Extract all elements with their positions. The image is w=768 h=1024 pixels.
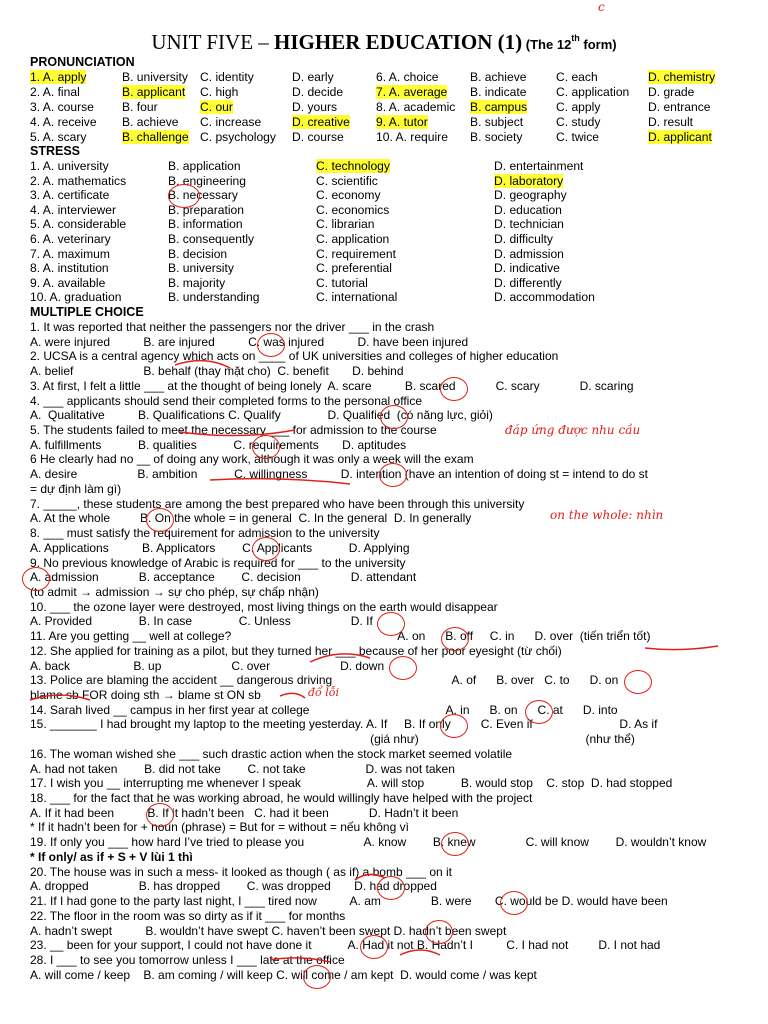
- option-9-c: C. study: [556, 115, 601, 129]
- option-7-c: C. application: [556, 85, 630, 99]
- mc-line: 7. _____, these students are among the best prepared who have been through this university: [30, 496, 525, 511]
- mc-line: 5. The students failed to meet the necessary ___ for admission to the course: [30, 423, 437, 438]
- stress-1-option-b: B. application: [168, 159, 241, 173]
- stress-6-option-b: B. consequently: [168, 232, 255, 246]
- stress-3-option-b: B. necessary: [168, 188, 238, 203]
- option-5-a: 5. A. scary: [30, 130, 87, 144]
- mc-line: 11. Are you getting __ well at college? A. on B. off C. in D. over (tiến triển tốt): [30, 629, 651, 644]
- mc-line: 12. She applied for training as a pilot, but they turned her ___ because of her poor eyesight (từ chối): [30, 643, 562, 658]
- stress-1-option-c: C. technology: [316, 159, 390, 173]
- stress-1-option-d: D. entertainment: [494, 159, 584, 173]
- option-6-a: 6. A. choice: [376, 70, 439, 84]
- stress-5-option-a: 5. A. considerable: [30, 217, 127, 232]
- stress-2-option-a: 2. A. mathematics: [30, 173, 127, 188]
- stress-10-option-c: C. international: [316, 290, 398, 305]
- option-4-a: 4. A. receive: [30, 115, 97, 129]
- option-9-d: D. result: [648, 115, 694, 129]
- option-3-a: 3. A. course: [30, 100, 94, 114]
- stress-5-option-c: C. librarian: [316, 217, 375, 232]
- mc-line: A. had not taken B. did not take C. not take D. was not taken: [30, 761, 455, 776]
- mc-line: 16. The woman wished she ___ such drastic action when the stock market seemed volatile: [30, 746, 513, 761]
- stress-3-option-d: D. geography: [494, 188, 567, 203]
- mc-line: A. belief B. behalf (thay mặt cho) C. benefit D. behind: [30, 364, 404, 379]
- stress-10-option-b: B. understanding: [168, 290, 260, 305]
- mc-line: A. back B. up C. over D. down: [30, 658, 385, 673]
- mc-line: * If only/ as if + S + V lùi 1 thì: [30, 849, 193, 864]
- stress-8-option-c: C. preferential: [316, 261, 392, 276]
- mc-line: 21. If I had gone to the party last night, I ___ tired now A. am B. were C. would be D. would have been: [30, 894, 668, 909]
- corner-handwritten-mark: c: [598, 0, 605, 14]
- option-10-a: 10. A. require: [376, 130, 448, 144]
- mc-line: 14. Sarah lived __ campus in her first year at college A. in B. on C. at D. into: [30, 702, 618, 717]
- stress-5-option-d: D. technician: [494, 217, 564, 232]
- stress-6-option-c: C. application: [316, 232, 390, 246]
- option-1-d: D. early: [292, 70, 334, 84]
- stress-8-option-b: B. university: [168, 261, 234, 276]
- option-2-d: D. decide: [292, 85, 344, 99]
- option-4-b: B. achieve: [122, 115, 179, 129]
- option-10-b: B. society: [470, 130, 523, 144]
- mc-line: A. At the whole B. On the whole = in general C. In the general D. In generally: [30, 511, 472, 526]
- mc-line: A. Qualitative B. Qualifications C. Qualify D. Qualified (có năng lực, giỏi): [30, 408, 493, 423]
- option-8-c: C. apply: [556, 100, 601, 114]
- handwritten-note-q5: đáp ứng được nhu cầu: [505, 423, 641, 437]
- option-6-c: C. each: [556, 70, 598, 84]
- mc-line: A. Provided B. In case C. Unless D. If: [30, 614, 373, 629]
- handwritten-note-q7: on the whole: nhìn: [550, 508, 664, 522]
- option-2-b: B. applicant: [122, 85, 186, 99]
- mc-line: (giá như) (như thể): [30, 732, 635, 747]
- option-7-a: 7. A. average: [376, 85, 448, 99]
- stress-7-option-b: B. decision: [168, 246, 228, 261]
- mc-line: 28. I ___ to see you tomorrow unless I ___ late at the office: [30, 952, 345, 967]
- stress-9-option-a: 9. A. available: [30, 275, 106, 290]
- option-1-b: B. university: [122, 70, 188, 84]
- mc-line: 22. The floor in the room was so dirty as if it ___ for months: [30, 908, 346, 923]
- mc-line: 13. Police are blaming the accident __ dangerous driving A. of B. over C. to D. on: [30, 673, 619, 688]
- mc-line: 4. ___ applicants should send their completed forms to the personal office: [30, 393, 423, 408]
- option-6-d: D. chemistry: [648, 70, 716, 84]
- mc-line: 10. ___ the ozone layer were destroyed, most living things on the earth would disappear: [30, 599, 498, 614]
- option-10-c: C. twice: [556, 130, 600, 144]
- mc-line: 19. If only you ___ how hard I’ve tried to please you A. know B. knew C. will know D. wouldn’t know: [30, 835, 707, 850]
- stress-6-option-a: 6. A. veterinary: [30, 232, 111, 246]
- mc-line: 23. __ been for your support, I could not have done it A. Had it not B. Hadn’t I C. I had not D. I not had: [30, 938, 661, 953]
- stress-4-option-c: C. economics: [316, 202, 390, 217]
- option-4-d: D. creative: [292, 115, 350, 129]
- option-8-a: 8. A. academic: [376, 100, 456, 114]
- stress-5-option-b: B. information: [168, 217, 243, 232]
- option-4-c: C. increase: [200, 115, 262, 129]
- mc-line: 2. UCSA is a central agency which acts on ____ of UK universities and colleges of higher education: [30, 349, 559, 364]
- pronunciation-heading: PRONUNCIATION: [30, 55, 135, 69]
- stress-heading: STRESS: [30, 144, 81, 158]
- mc-line: A. will come / keep B. am coming / will keep C. will come / am kept D. would come / was kept: [30, 967, 537, 982]
- option-1-c: C. identity: [200, 70, 254, 84]
- mc-line: A. were injured B. are injured C. was injured D. have been injured: [30, 334, 469, 349]
- mc-line: 18. ___ for the fact that he was working abroad, he would willingly have helped with the project: [30, 791, 533, 806]
- stress-3-option-c: C. economy: [316, 188, 381, 203]
- stress-6-option-d: D. difficulty: [494, 232, 553, 246]
- stress-4-option-a: 4. A. interviewer: [30, 202, 117, 217]
- stress-9-option-c: C. tutorial: [316, 275, 368, 290]
- stress-2-option-c: C. scientific: [316, 173, 378, 188]
- stress-9-option-d: D. differently: [494, 275, 562, 290]
- mc-line: A. fulfillments B. qualities C. requirements D. aptitudes: [30, 437, 407, 452]
- mc-line: = dự định làm gì): [30, 481, 122, 496]
- stress-2-option-b: B. engineering: [168, 173, 246, 188]
- mc-line: A. If it had been B. If it hadn’t been C. had it been D. Hadn’t it been: [30, 805, 459, 820]
- mc-line: 15. _______ I had brought my laptop to the meeting yesterday. A. If B. If only C. Even if D. As if: [30, 717, 658, 732]
- mc-line: blame sb FOR doing sth → blame st ON sb: [30, 688, 261, 702]
- stress-4-option-d: D. education: [494, 202, 562, 217]
- option-3-d: D. yours: [292, 100, 338, 114]
- mc-line: 6 He clearly had no __ of doing any work, although it was only a week will the exam: [30, 452, 474, 467]
- mc-line: (to admit → admission → sự cho phép, sự chấp nhận): [30, 584, 319, 599]
- option-3-c: C. our: [200, 100, 233, 114]
- page-title: UNIT FIVE – HIGHER EDUCATION (1) (The 12th form): [151, 30, 617, 54]
- stress-7-option-c: C. requirement: [316, 246, 396, 261]
- stress-10-option-a: 10. A. graduation: [30, 290, 122, 305]
- stress-2-option-d: D. laboratory: [494, 173, 564, 188]
- option-2-c: C. high: [200, 85, 239, 99]
- stress-7-option-a: 7. A. maximum: [30, 246, 110, 261]
- option-7-d: D. grade: [648, 85, 695, 99]
- multiple-choice-heading: MULTIPLE CHOICE: [30, 305, 144, 319]
- option-5-b: B. challenge: [122, 130, 189, 144]
- mc-line: 20. The house was in such a mess- it looked as though ( as if) a bomb ___ on it: [30, 864, 453, 879]
- option-1-a: 1. A. apply: [30, 70, 87, 84]
- mc-line: A. hadn’t swept B. wouldn’t have swept C. haven’t been swept D. hadn’t been swept: [30, 923, 507, 938]
- option-10-d: D. applicant: [648, 130, 712, 144]
- mc-line: A. admission B. acceptance C. decision D. attendant: [30, 570, 417, 585]
- stress-1-option-a: 1. A. university: [30, 159, 109, 173]
- mc-line: 1. It was reported that neither the passengers nor the driver ___ in the crash: [30, 320, 435, 334]
- stress-3-option-a: 3. A. certificate: [30, 188, 110, 203]
- mc-line: 3. At first, I felt a little ___ at the thought of being lonely A. scare B. scared C. scary D. scaring: [30, 378, 634, 393]
- option-7-b: B. indicate: [470, 85, 527, 99]
- stress-10-option-d: D. accommodation: [494, 290, 595, 305]
- mc-line: 17. I wish you __ interrupting me whenever I speak A. will stop B. would stop C. stop D. had stopped: [30, 776, 673, 791]
- stress-7-option-d: D. admission: [494, 246, 564, 261]
- option-2-a: 2. A. final: [30, 85, 80, 99]
- option-9-a: 9. A. tutor: [376, 115, 428, 129]
- mc-line: A. Applications B. Applicators C. Applicants D. Applying: [30, 540, 410, 555]
- option-5-c: C. psychology: [200, 130, 276, 144]
- option-6-b: B. achieve: [470, 70, 527, 84]
- stress-8-option-a: 8. A. institution: [30, 261, 109, 276]
- stress-8-option-d: D. indicative: [494, 261, 560, 276]
- option-9-b: B. subject: [470, 115, 524, 129]
- option-5-d: D. course: [292, 130, 344, 144]
- stress-9-option-b: B. majority: [168, 275, 226, 290]
- mc-line: A. dropped B. has dropped C. was dropped D. had dropped: [30, 879, 437, 894]
- option-3-b: B. four: [122, 100, 158, 114]
- mc-line: * If it hadn’t been for + noun (phrase) = But for = without = nếu không vì: [30, 820, 409, 835]
- option-8-b: B. campus: [470, 100, 528, 114]
- mc-line: A. desire B. ambition C. willingness D. intention (have an intention of doing st = intend to do st: [30, 467, 648, 482]
- handwritten-note-q13: đổ lỗi: [308, 686, 340, 699]
- mc-line: 8. ___ must satisfy the requirement for admission to the university: [30, 526, 380, 541]
- mc-line: 9. No previous knowledge of Arabic is required for ___ to the university: [30, 555, 406, 570]
- stress-4-option-b: B. preparation: [168, 202, 244, 217]
- option-8-d: D. entrance: [648, 100, 711, 114]
